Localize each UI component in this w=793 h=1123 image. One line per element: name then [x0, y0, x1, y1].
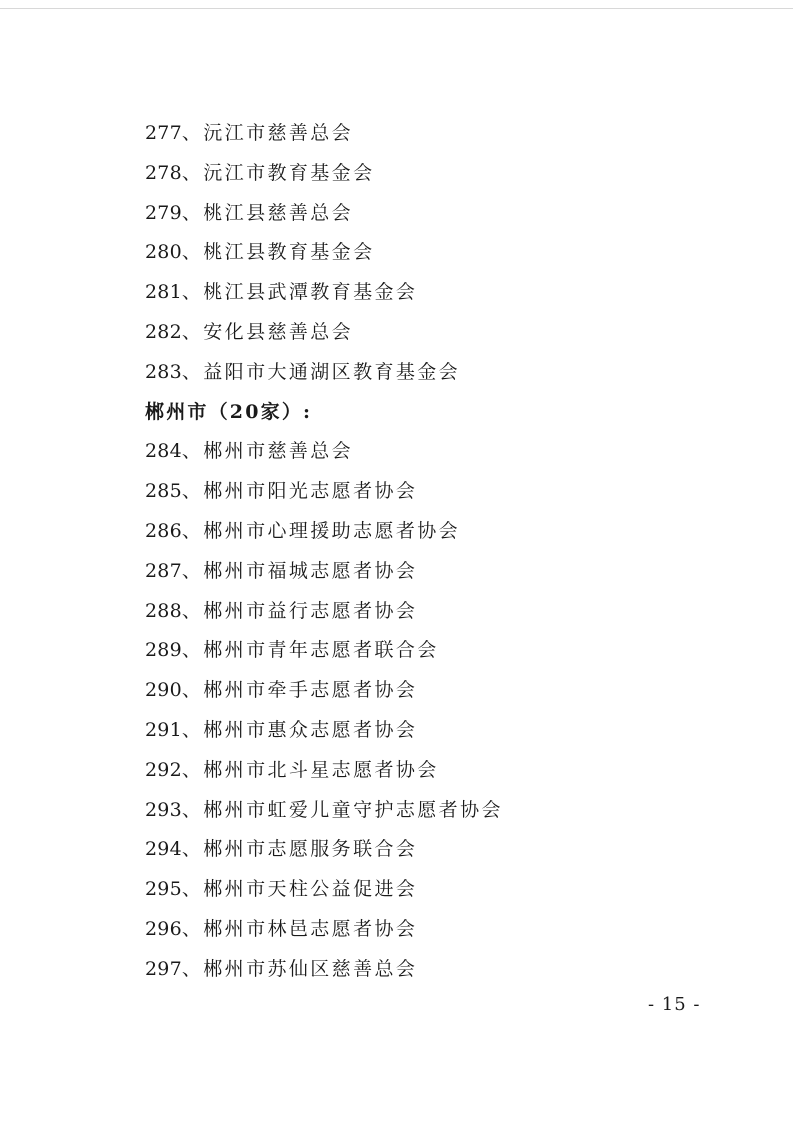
list-item	[145, 313, 503, 353]
item-separator: 、	[181, 838, 204, 861]
list-item	[145, 114, 503, 154]
item-number: 295	[145, 878, 182, 901]
list-item	[145, 194, 503, 234]
item-separator: 、	[181, 201, 204, 224]
item-number: 293	[145, 798, 182, 821]
item-text: 郴州市天柱公益促进会	[203, 878, 418, 901]
item-separator: 、	[181, 599, 204, 622]
list-item	[145, 552, 503, 592]
item-text: 郴州市苏仙区慈善总会	[203, 957, 418, 980]
list-item	[145, 870, 503, 910]
item-number: 284	[145, 440, 182, 463]
item-number: 297	[145, 957, 182, 980]
section-heading: 郴州市（20家）:	[145, 400, 313, 423]
item-text: 沅江市教育基金会	[203, 161, 375, 184]
item-separator: 、	[181, 878, 204, 901]
item-text: 桃江县慈善总会	[203, 201, 354, 224]
page-number: - 15 -	[648, 994, 701, 1015]
item-number: 280	[145, 241, 182, 264]
list-item	[145, 233, 503, 273]
list-item	[145, 910, 503, 950]
item-separator: 、	[181, 758, 204, 781]
item-text: 桃江县武潭教育基金会	[203, 281, 418, 304]
item-text: 郴州市北斗星志愿者协会	[203, 758, 439, 781]
item-number: 278	[145, 161, 182, 184]
item-number: 285	[145, 480, 182, 503]
item-separator: 、	[181, 122, 204, 144]
top-edge-rule	[0, 8, 793, 9]
item-separator: 、	[181, 559, 204, 582]
list-item	[145, 273, 503, 313]
item-number: 283	[145, 360, 182, 383]
item-text: 郴州市慈善总会	[203, 440, 354, 463]
item-separator: 、	[181, 480, 204, 503]
organization-list	[145, 114, 503, 990]
list-item	[145, 512, 503, 552]
item-separator: 、	[181, 161, 204, 184]
item-number: 279	[145, 201, 182, 224]
item-separator: 、	[181, 718, 204, 741]
item-text: 郴州市林邑志愿者协会	[203, 917, 418, 940]
item-number: 286	[145, 519, 182, 542]
item-text: 郴州市益行志愿者协会	[203, 599, 418, 622]
item-text: 安化县慈善总会	[203, 320, 354, 343]
item-text: 郴州市青年志愿者联合会	[203, 639, 439, 662]
list-item	[145, 432, 503, 472]
item-separator: 、	[181, 639, 204, 662]
list-item	[145, 791, 503, 831]
item-text: 郴州市心理援助志愿者协会	[203, 519, 461, 542]
item-text: 郴州市虹爱儿童守护志愿者协会	[203, 798, 503, 821]
list-item	[145, 154, 503, 194]
item-number: 277	[145, 122, 182, 144]
list-item	[145, 671, 503, 711]
item-number: 288	[145, 599, 182, 622]
item-separator: 、	[181, 320, 204, 343]
item-text: 郴州市志愿服务联合会	[203, 838, 418, 861]
item-text: 郴州市福城志愿者协会	[203, 559, 418, 582]
item-separator: 、	[181, 519, 204, 542]
item-text: 益阳市大通湖区教育基金会	[203, 360, 461, 383]
item-text: 郴州市惠众志愿者协会	[203, 718, 418, 741]
item-separator: 、	[181, 917, 204, 940]
item-number: 291	[145, 718, 182, 741]
item-number: 281	[145, 281, 182, 304]
list-item	[145, 592, 503, 632]
item-text: 郴州市牵手志愿者协会	[203, 679, 418, 702]
item-number: 294	[145, 838, 182, 861]
list-item	[145, 353, 503, 393]
item-number: 296	[145, 917, 182, 940]
item-number: 289	[145, 639, 182, 662]
item-separator: 、	[181, 241, 204, 264]
list-item	[145, 830, 503, 870]
item-separator: 、	[181, 798, 204, 821]
item-number: 292	[145, 758, 182, 781]
list-item	[145, 751, 503, 791]
item-text: 郴州市阳光志愿者协会	[203, 480, 418, 503]
item-separator: 、	[181, 360, 204, 383]
list-item	[145, 950, 503, 990]
item-separator: 、	[181, 957, 204, 980]
item-text: 桃江县教育基金会	[203, 241, 375, 264]
list-item	[145, 711, 503, 751]
item-text: 沅江市慈善总会	[203, 122, 354, 144]
item-number: 287	[145, 559, 182, 582]
list-item	[145, 472, 503, 512]
item-separator: 、	[181, 440, 204, 463]
item-separator: 、	[181, 281, 204, 304]
item-number: 282	[145, 320, 182, 343]
item-number: 290	[145, 679, 182, 702]
list-item	[145, 631, 503, 671]
item-separator: 、	[181, 679, 204, 702]
